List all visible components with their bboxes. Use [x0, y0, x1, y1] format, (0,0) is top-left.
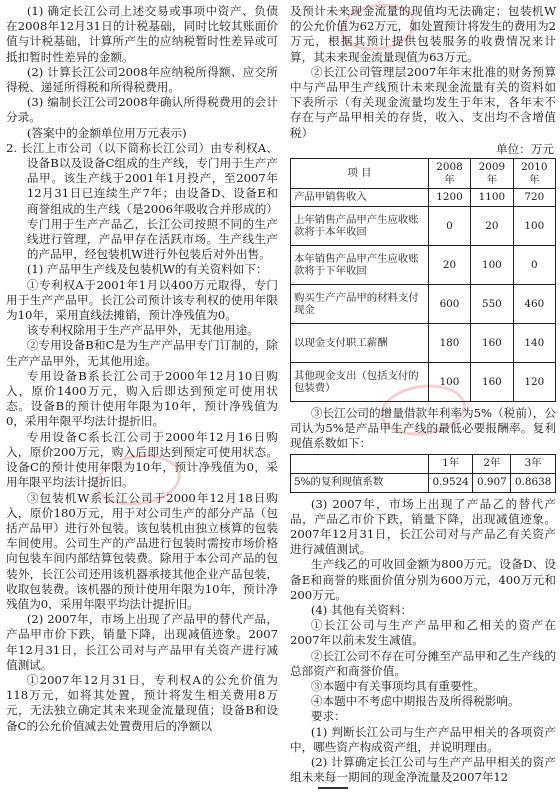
cell-2010: 140 — [513, 324, 555, 363]
row-label: 购买生产产品甲的材料支付现金 — [291, 285, 429, 324]
line-b-recoverable: 生产线乙的可收回金额为800万元。设备D、设备E和商誉的账面价值分别为600万元，400万元和200万元。 — [290, 557, 556, 602]
cell-2010: 460 — [513, 285, 555, 324]
table-header-cell: 2年 — [473, 454, 511, 473]
table-row — [291, 246, 556, 285]
unit-note: (答案中的金额单位用万元表示) — [26, 125, 187, 140]
fair-value-continued: 及预计未来现金流量的现值均无法确定；包装机W的公允价值为62万元，如处置预计将发生的费用为2万元，根据其预计提供包装服务的收费情况来计算，其未来现金流量现值为63万元。 — [290, 4, 556, 64]
cell-2009: 550 — [471, 285, 513, 324]
section-4-heading: (4) 其他有关资料： — [310, 603, 413, 618]
patent-a-note: 该专利权除用于生产产品甲外，无其他用途。 — [26, 323, 259, 338]
row-label: 产品甲销售收入 — [291, 189, 429, 207]
pv-factor-table — [290, 454, 556, 493]
row-label: 本年销售产品甲产生应收账款将于下年收回 — [291, 246, 429, 285]
cash-flow-table — [290, 158, 556, 402]
table-row — [291, 285, 556, 324]
section-2-text: (2) 2007年，市场上出现了产品甲的替代产品，产品甲市价下跌，销量下降，出现减值迹象。2007年12月31日，长江公司对与产品甲有关资产进行减值测试。 — [6, 612, 278, 672]
cell-2008: 100 — [428, 363, 470, 402]
table-header-cell: 2009年 — [471, 159, 513, 189]
requirement-2: (2) 计算长江公司2008年应纳税所得额、应交所得税、递延所得税和所得税费用。 — [6, 64, 278, 95]
cell-2010: 100 — [513, 207, 555, 246]
fair-value-text: ①2007年12月31日，专利权A的公允价值为118万元，如将其处置，预计将发生相关费用8万元，无法独立确定其未来现金流量现值；设备B和设备C的公允价值减去处置费用后的净额以 — [6, 672, 278, 733]
table-header-cell: 1年 — [428, 454, 473, 473]
table-header-row — [291, 454, 556, 473]
page-footer-mark — [318, 787, 348, 795]
cell-2009: 20 — [471, 207, 513, 246]
requirements-heading: 要求： — [310, 709, 346, 724]
table-header-row — [291, 159, 556, 189]
right-column — [290, 4, 556, 783]
table-row — [291, 324, 556, 363]
row-label: 5%的复利现值系数 — [291, 473, 429, 492]
cell-2009: 1100 — [471, 189, 513, 207]
cell-2010: 720 — [513, 189, 555, 207]
left-column — [6, 4, 278, 783]
row-label: 其他现金支出（包括支付的包装费） — [291, 363, 429, 402]
other-info-2: ②长江公司不存在可分摊至产品甲和乙生产线的总部资产和商誉价值。 — [290, 648, 556, 678]
table-header-cell: 3年 — [511, 454, 556, 473]
table-row — [291, 207, 556, 246]
patent-a-text: ①专利权A于2001年1月以400万元取得，专门用于生产产品甲。长江公司预计该专利权的使用年限为10年，采用直线法摊销，预计净残值为0。 — [6, 277, 278, 323]
cell-2008: 180 — [428, 324, 470, 363]
section-3-text: (3) 2007年，市场上出现了产品乙的替代产品，产品乙市价下跌，销量下降，出现减值迹象。2007年12月31日，长江公司对与产品乙有关资产进行减值测试。 — [290, 496, 556, 557]
cell-2009: 160 — [471, 324, 513, 363]
requirement-b-1: (1) 判断长江公司与生产产品甲相关的各项资产中，哪些资产构成资产组，并说明理由。 — [290, 724, 556, 754]
cell-2008: 600 — [428, 285, 470, 324]
other-info-4: ④本题中不考虑中期报告及所得税影响。 — [310, 694, 520, 709]
row-label: 以现金支付职工薪酬 — [291, 324, 429, 363]
table-row — [291, 363, 556, 402]
unit-label: 单位：万元 — [496, 141, 554, 156]
table-row — [291, 473, 556, 492]
cell-2010: 120 — [513, 363, 555, 402]
other-info-1: ①长江公司与生产产品甲和乙相关的资产在2007年以前未发生减值。 — [290, 618, 556, 648]
requirement-3: (3) 编制长江公司2008年确认所得税费用的会计分录。 — [6, 95, 278, 125]
equipment-c-text: 专用设备C系长江公司于2000年12月16日购入，原价200万元，购入后即达到预定可使用状态。设备C的预计使用年限为10年，预计净残值为0，采用年限平均法计提折旧。 — [6, 429, 278, 490]
table-header-cell: 项 目 — [291, 159, 429, 189]
packer-w-text: ③包装机W系长江公司于2000年12月18日购入，原价180万元，用于对公司生产的部分产品（包括产品甲）进行外包装。该包装机由独立核算的包装车间使用。公司生产的产品进行包装时需按市场价格向包装车间内部结算包装费。除用于本公司产品的包装外，长江公司还用该机器承接其他企业产品包装，收取包装费。该机器的预计使用年限为10年，预计净残值为0，采用年限平均法计提折旧。 — [6, 490, 278, 611]
cell-2009: 160 — [471, 363, 513, 402]
equipment-bc-text: ②专用设备B和C是为生产产品甲专门订制的，除生产产品甲外，无其他用途。 — [6, 338, 278, 368]
row-label: 上年销售产品甲产生应收账款将于本年收回 — [291, 207, 429, 246]
table-row — [291, 189, 556, 207]
cell-2010: 0 — [513, 246, 555, 285]
rate-text: ③长江公司的增量借款年利率为5%（税前），公司认为5%是产品甲生产线的最低必要报酬率。复利现值系数如下： — [290, 406, 556, 451]
table-header-cell — [291, 454, 429, 473]
cell-2008: 1200 — [428, 189, 470, 207]
table-header-cell: 2008年 — [428, 159, 470, 189]
requirement-b-2: (2) 计算确定长江公司与生产产品甲相关的资产组未来每一期间的现金净流量及2007年12 — [290, 755, 556, 783]
table-header-cell: 2010年 — [513, 159, 555, 189]
equipment-b-text: 专用设备B系长江公司于2000年12月10日购入，原价1400万元，购入后即达到预定可使用状态。设备B的预计使用年限为10年，预计净残值为0，采用年限平均法计提折旧。 — [6, 368, 278, 429]
cell-2008: 0 — [428, 207, 470, 246]
cell-2008: 20 — [428, 246, 470, 285]
cell-2009: 100 — [471, 246, 513, 285]
cell-year-1: 0.9524 — [428, 473, 473, 492]
requirement-1: (1) 确定长江公司上述交易或事项中资产、负债在2008年12月31日的计税基础，同时比较其账面价值与计税基础，计算所产生的应纳税暂时性差异或可抵扣暂时性差异的金额。 — [6, 4, 278, 64]
cell-year-3: 0.8638 — [511, 473, 556, 492]
question-2-intro: 2. 长江上市公司（以下简称长江公司）由专利权A、设备B以及设备C组成的生产线，专门用于生产产品甲。该生产线于2001年1月投产，至2007年12月31日已连续生产7年；由设备D、设备E和商誉组成的生产线（是2006年吸收合并形成的）专门用于生产产品乙，长江公司按照不同的生产线进行管理，产品甲存在活跃市场。生产线生产的产品甲，经包装机W进行外包装后对外出售。 — [6, 140, 278, 262]
cell-year-2: 0.907 — [473, 473, 511, 492]
section-1-heading: (1) 产品甲生产线及包装机W的有关资料如下： — [26, 262, 268, 277]
other-info-3: ③本题中有关事项均具有重要性。 — [310, 679, 485, 694]
budget-intro: ②长江公司管理层2007年年末批准的财务预算中与产品甲生产线预计未来现金流量有关的资料如下表所示（有关现金流量均发生于年末，各年末不存在与产品甲相关的存货，收入、支出均不含增值税） — [290, 64, 556, 140]
